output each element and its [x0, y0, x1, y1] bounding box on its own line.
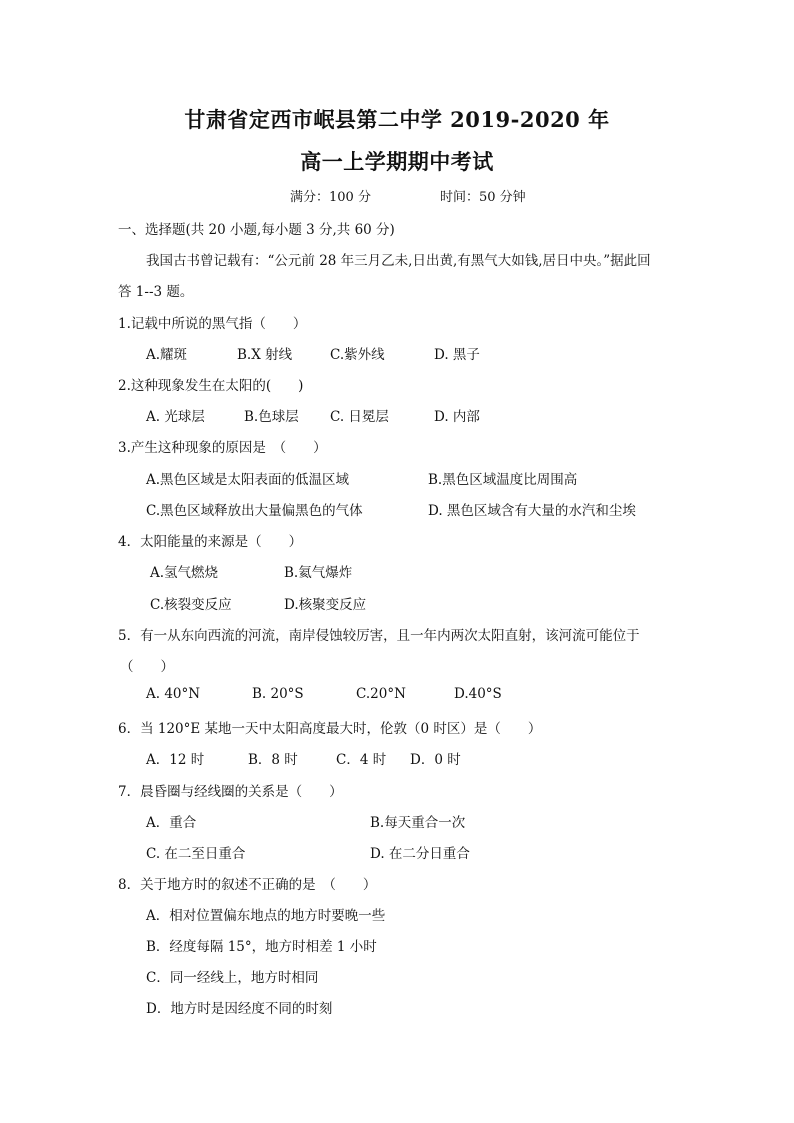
exam-title-exam: 高一上学期期中考试 [300, 149, 494, 174]
question-2-stem: 2.这种现象发生在太阳的( ) [118, 378, 304, 394]
question-7-option-c: C. 在二至日重合 [146, 846, 246, 862]
question-6-option-b: B．8 时 [248, 752, 298, 768]
exam-time: 时间：50 分钟 [440, 190, 526, 205]
question-3-option-c: C.黑色区域释放出大量偏黑色的气体 [146, 503, 363, 519]
question-1-option-a: A.耀斑 [146, 347, 188, 363]
question-7-stem: 7．晨昏圈与经线圈的关系是（ ） [118, 784, 343, 800]
question-2-option-a: A. 光球层 [146, 409, 205, 425]
question-7-option-b: B.每天重合一次 [370, 815, 466, 831]
question-5-stem-cont: （ ） [120, 659, 174, 675]
question-8-stem: 8．关于地方时的叙述不正确的是 （ ） [118, 877, 377, 893]
passage-text: 我国古书曾记载有：“公元前 28 年三月乙未,日出黄,有黑气大如钱,居日中央。”据此回 [146, 253, 651, 269]
question-6-option-d: D．0 时 [410, 752, 461, 768]
question-3-option-a: A.黑色区域是太阳表面的低温区域 [146, 472, 350, 488]
question-1-option-c: C.紫外线 [330, 347, 385, 363]
section-heading: 一、选择题(共 20 小题,每小题 3 分,共 60 分) [118, 222, 395, 238]
full-score: 满分：100 分 [290, 190, 371, 205]
question-3-stem: 3.产生这种现象的原因是 （ ） [118, 440, 327, 456]
question-5-option-b: B. 20°S [252, 686, 304, 702]
question-3-option-b: B.黑色区域温度比周围高 [428, 472, 578, 488]
question-1-option-b: B.X 射线 [237, 347, 293, 363]
question-1-stem: 1.记载中所说的黑气指（ ） [118, 316, 307, 332]
question-8-option-b: B．经度每隔 15°，地方时相差 1 小时 [146, 939, 377, 955]
exam-title-school: 甘肃省定西市岷县第二中学 2019-2020 年 [184, 107, 610, 132]
question-1-option-d: D. 黑子 [434, 347, 480, 363]
question-6-option-c: C．4 时 [336, 752, 387, 768]
question-6-option-a: A．12 时 [146, 752, 205, 768]
question-4-option-c: C.核裂变反应 [150, 597, 232, 613]
question-5-option-c: C.20°N [356, 686, 406, 702]
question-2-option-c: C. 日冕层 [330, 409, 389, 425]
question-2-option-b: B.色球层 [244, 409, 299, 425]
question-6-stem: 6．当 120°E 某地一天中太阳高度最大时，伦敦（0 时区）是（ ） [118, 721, 542, 737]
question-5-option-d: D.40°S [454, 686, 502, 702]
question-5-option-a: A. 40°N [146, 686, 201, 702]
question-7-option-a: A．重合 [146, 815, 197, 831]
question-8-option-a: A．相对位置偏东地点的地方时要晚一些 [146, 908, 386, 924]
question-8-option-d: D．地方时是因经度不同的时刻 [146, 1001, 333, 1017]
question-4-option-b: B.氦气爆炸 [284, 565, 353, 581]
question-2-option-d: D. 内部 [434, 409, 480, 425]
question-8-option-c: C．同一经线上，地方时相同 [146, 970, 319, 986]
passage-text-cont: 答 1--3 题。 [118, 284, 194, 300]
question-3-option-d: D. 黑色区域含有大量的水汽和尘埃 [428, 503, 636, 519]
question-5-stem: 5．有一从东向西流的河流，南岸侵蚀较厉害，且一年内两次太阳直射，该河流可能位于 [118, 628, 640, 644]
question-4-stem: 4．太阳能量的来源是（ ） [118, 534, 303, 550]
question-4-option-a: A.氢气燃烧 [150, 565, 219, 581]
question-4-option-d: D.核聚变反应 [284, 597, 367, 613]
question-7-option-d: D. 在二分日重合 [370, 846, 470, 862]
